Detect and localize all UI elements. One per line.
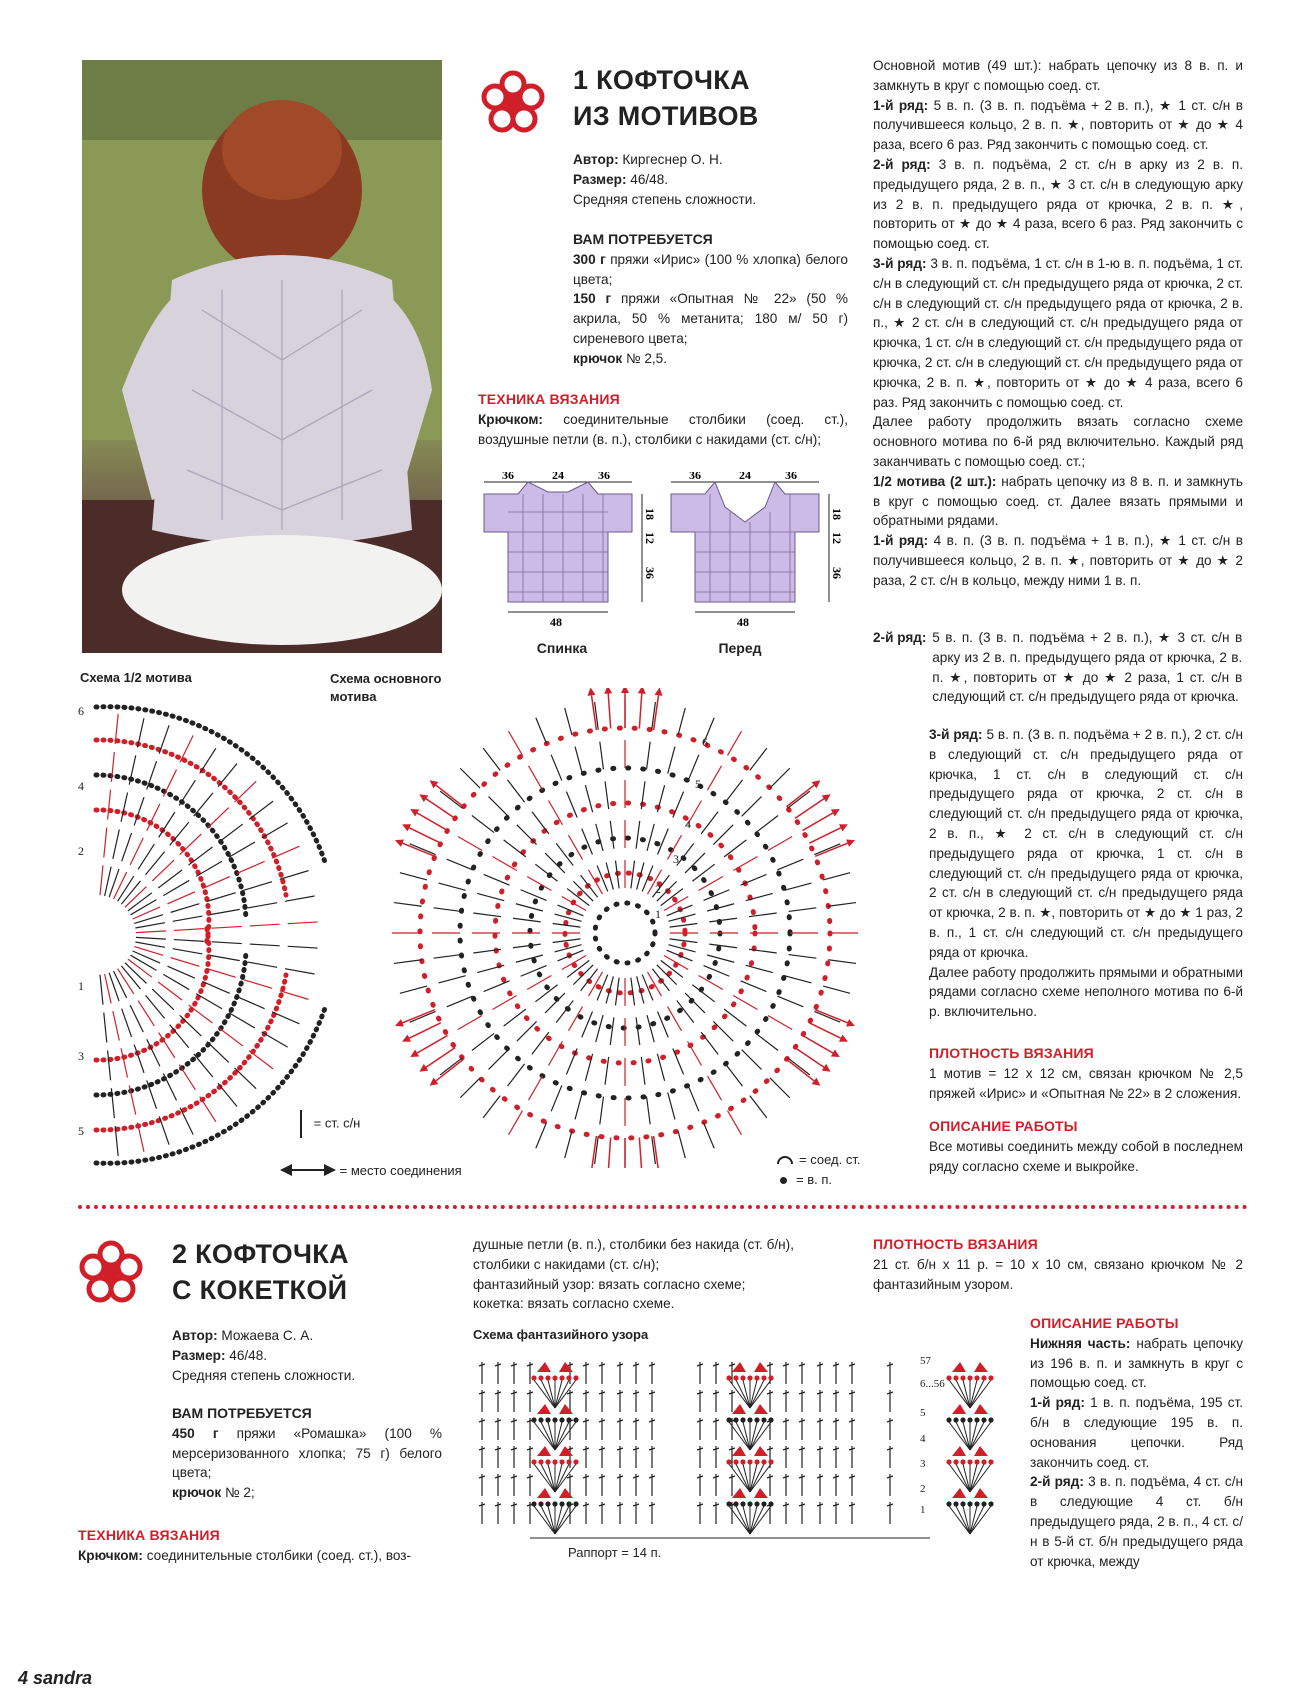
pattern-schematic-front [665, 472, 845, 662]
half-row2-text: 5 в. п. (3 в. п. подъёма + 2 в. п.), ★ 3 ст. с/н в арку из 2 в. п. предыдущего ряда от крючка, 2 в. п. ★, повторить от ★ до ★ 2 раза, 1 ст. с/н в следующий ст. с/н предыдущего ряда от крючка. [932, 630, 1243, 705]
half-row-num-6: 6 [78, 704, 84, 718]
instructions-column [873, 56, 1243, 591]
flower-icon [78, 1240, 144, 1306]
main-row-num-2: 2 [655, 882, 661, 896]
project-title-line1: КОФТОЧКА [596, 65, 750, 95]
yarn3: пряжи «Ромашка» (100 % мерсеризованного хлопка; 75 г) белого цвета; [172, 1425, 442, 1481]
size2: 46/48. [229, 1347, 268, 1363]
gauge2-heading: ПЛОТНОСТЬ ВЯЗАНИЯ [873, 1236, 1038, 1252]
half-row2-label: 2-й ряд: [873, 630, 927, 645]
author: Киргеснер О. Н. [622, 152, 723, 167]
lower-part-text: набрать цепочку из 196 в. п. и замкнуть в круг с помощью соед. ст. [1030, 1335, 1244, 1391]
row2-label: 2-й ряд: [873, 156, 931, 172]
main-row-num-6: 6 [702, 735, 708, 749]
row1-text: 5 в. п. (3 в. п. подъёма + 2 в. п.), ★ 1 ст. с/н в получившееся кольцо, 2 в. п. ★, повторить от ★ до ★ 4 раза, всего 6 раз. Ряд закончить с помощью соед. ст. [873, 97, 1243, 153]
size-label: Размер: [573, 171, 627, 187]
front-dim-shoulder-right: 36 [785, 472, 797, 482]
p2-row2-label: 2-й ряд: [1030, 1474, 1084, 1490]
technique2-cont: душные петли (в. п.), столбики без накида (ст. б/н), столбики с накидами (ст. с/н); [473, 1237, 794, 1272]
dim-width: 48 [550, 615, 562, 629]
fancy-row-5: 5 [920, 1407, 926, 1419]
hook2-label: крючок [172, 1485, 222, 1501]
slip-stitch-icon [777, 1156, 793, 1164]
row3-label: 3-й ряд: [873, 255, 927, 271]
materials2-heading: ВАМ ПОТРЕБУЕТСЯ [172, 1405, 312, 1421]
half-motif-scheme-label: Схема 1/2 мотива [80, 670, 192, 685]
dim-neck: 24 [552, 472, 564, 482]
row2-text: 3 в. п. подъёма, 2 ст. с/н в арку из 2 в. п. предыдущего ряда, 2 в. п., ★ 3 ст. с/н в следующую арку из 2 в. п. предыдущего ряда от крючка, 2 в. п. ★, повторить от ★ до ★ 4 раза, всего 6 раз. Ряд закончить с помощью соед. ст. [873, 156, 1243, 252]
fancy-row-3: 3 [920, 1458, 926, 1470]
half-row-num-3: 3 [78, 1049, 84, 1063]
half-continue-text: Далее работу продолжить прямыми и обратными рядами согласно схеме неполного мотива по 6-й р. включительно. [929, 964, 1243, 1020]
gauge-text: 1 мотив = 12 х 12 см, связан крючком № 2,5 пряжей «Ирис» и «Опытная № 22» в 2 сложения. [929, 1065, 1243, 1101]
yarn2-weight: 150 г [573, 291, 612, 307]
assembly2-heading: ОПИСАНИЕ РАБОТЫ [1030, 1315, 1179, 1331]
main-row-num-1: 1 [655, 907, 661, 921]
yarn1: пряжи «Ирис» (100 % хлопка) белого цвета; [573, 251, 848, 287]
half-row1-label: 1-й ряд: [873, 533, 929, 549]
author2: Можаева С. А. [221, 1328, 314, 1343]
project2-number: 2 [172, 1239, 188, 1269]
technique-label: Крючком: [478, 411, 543, 427]
front-dim-h1: 18 [830, 508, 844, 520]
row3-text: 3 в. п. подъёма, 1 ст. с/н в 1-ю в. п. подъёма, 1 ст. с/н в следующий ст. с/н предыдущего ряда от крючка, 2 ст. с/н в следующий ст. с/н предыдущего ряда от крючка, 2 в. п., ★ 2 ст. с/н в следующий ст. с/н предыдущего ряда от крючка, 1 ст. с/н в следующий ст. с/н предыдущего ряда от крючка, 2 ст. с/н в следующий ст. с/н предыдущего ряда от крючка, 2 в. п. ★, повторить от ★ до ★ 4 раза, всего 6 раз. Ряд закончить с помощью соед. ст. [873, 255, 1244, 410]
difficulty2: Средняя степень сложности. [172, 1367, 356, 1383]
main-row-num-4: 4 [685, 817, 691, 831]
fancy-scheme-label: Схема фантазийного узора [473, 1327, 649, 1342]
half-row-num-1: 1 [78, 979, 84, 993]
hook-label: крючок [573, 350, 623, 366]
assembly-text: Все мотивы соединить между собой в последнем ряду согласно схеме и выкройке. [929, 1139, 1243, 1174]
front-dim-h2: 12 [830, 532, 844, 544]
half-motif-diagram [76, 695, 336, 1175]
pattern-schematic-back [478, 472, 658, 662]
author2-label: Автор: [172, 1328, 218, 1343]
gauge2-text: 21 ст. б/н х 11 р. = 10 х 10 см, связано крючком № 2 фантазийным узором. [873, 1256, 1243, 1292]
half-motif-label: 1/2 мотива (2 шт.): [873, 473, 997, 489]
model-photo [82, 60, 442, 653]
p2-row1-text: 1 в. п. подъёма, 195 ст. б/н в следующие 195 в. п. основания цепочки. Ряд закончить соед. ст. [1030, 1395, 1244, 1470]
project-number: 1 [573, 65, 589, 95]
rapport-label: Раппорт = 14 п. [568, 1545, 662, 1560]
project2-title-line2: С КОКЕТКОЙ [172, 1275, 348, 1305]
size2-label: Размер: [172, 1347, 226, 1363]
continue-text: Далее работу продолжить вязать согласно схеме основного мотива по 6-й ряд включительно. Каждый ряд заканчивать с помощью соед. ст.; [873, 414, 1243, 469]
join-arrow-icon [280, 1164, 336, 1179]
dim-h3: 36 [643, 567, 657, 579]
half-motif-text: набрать цепочку из 8 в. п. и замкнуть в круг с помощью соед. ст. Далее вязать прямыми и обратными рядами. [873, 473, 1243, 529]
materials-heading: ВАМ ПОТРЕБУЕТСЯ [573, 231, 713, 247]
half-row3-label: 3-й ряд: [929, 727, 983, 742]
front-dim-h3: 36 [830, 567, 844, 579]
page-footer: 4 sandra [18, 1668, 93, 1688]
technique2-label: Крючком: [78, 1547, 143, 1563]
dim-h2: 12 [643, 532, 657, 544]
yarn1-weight: 300 г [573, 251, 606, 267]
fancy-row-1: 1 [920, 1504, 926, 1516]
main-motif-scheme-label-2: мотива [330, 689, 377, 704]
fancy-row-4: 4 [920, 1433, 926, 1445]
assembly-heading: ОПИСАНИЕ РАБОТЫ [929, 1118, 1078, 1135]
technique-text: соединительные столбики (соед. ст.), воздушные петли (в. п.), столбики с накидами (ст. с/н); [478, 411, 848, 447]
legend-join: = место соединения [339, 1163, 462, 1178]
yarn3-weight: 450 г [172, 1425, 219, 1441]
p2-row2-text: 3 в. п. подъёма, 4 ст. с/н в следующие 4 ст. б/н предыдущего ряда, 2 в. п., 4 ст. с/н в 5-й ст. б/н предыдущего ряда от крючка, между [1030, 1474, 1243, 1569]
main-row-num-5: 5 [695, 777, 701, 791]
gauge-heading: ПЛОТНОСТЬ ВЯЗАНИЯ [929, 1044, 1094, 1061]
author-label: Автор: [573, 152, 619, 167]
technique-heading: ТЕХНИКА ВЯЗАНИЯ [478, 391, 620, 407]
p2-row1-label: 1-й ряд: [1030, 1395, 1085, 1411]
half-row3-text: 5 в. п. (3 в. п. подъёма + 2 в. п.), 2 ст. с/н в следующий ст. с/н предыдущего ряда от крючка, 1 ст. с/н в следующий ст. с/н предыдущего ряда от крючка, 2 ст. с/н в следующий ст. с/н предыдущего ряда от крючка, 2 в. п., ★ 2 ст. с/н в следующий ст. с/н предыдущего ряда от крючка, 1 ст. с/н в следующий ст. с/н предыдущего ряда от крючка, 2 ст. с/н в следующий ст. с/н предыдущего ряда от крючка, 2 в. п. ★, повторить от ★ до ★ 1 раз, 2 в. п., 1 ст. с/н следующий ст. с/н предыдущего ряда от крючка. [929, 727, 1243, 960]
project-title-line2: ИЗ МОТИВОВ [573, 101, 759, 131]
fancy-row-2: 2 [920, 1483, 926, 1495]
front-caption: Перед [718, 640, 762, 656]
lower-part-label: Нижняя часть: [1030, 1335, 1131, 1351]
dim-h1: 18 [643, 508, 657, 520]
size: 46/48. [630, 171, 669, 187]
main-motif-scheme-label-1: Схема основного [330, 671, 442, 686]
legend-chain: = в. п. [796, 1172, 832, 1187]
project2-title-line1: КОФТОЧКА [195, 1239, 349, 1269]
technique2-text: соединительные столбики (соед. ст.), воз- [146, 1547, 412, 1563]
fancy-row-57: 57 [920, 1355, 931, 1367]
fancy-pattern-diagram [470, 1350, 1010, 1560]
row1-label: 1-й ряд: [873, 97, 929, 113]
front-dim-shoulder-left: 36 [689, 472, 701, 482]
technique2-heading: ТЕХНИКА ВЯЗАНИЯ [78, 1527, 220, 1543]
half-row-num-2: 2 [78, 844, 84, 858]
chain-stitch-icon [780, 1177, 787, 1184]
half-row-num-4: 4 [78, 779, 84, 793]
flower-icon [480, 70, 546, 136]
fancy-pattern-note: фантазийный узор: вязать согласно схеме; [473, 1276, 746, 1292]
half-row-num-5: 5 [78, 1124, 84, 1138]
difficulty: Средняя степень сложности. [573, 191, 757, 207]
main-motif-diagram [355, 688, 895, 1168]
section-divider [78, 1205, 1248, 1209]
hook2-size: № 2; [224, 1485, 255, 1501]
main-row-num-3: 3 [673, 852, 679, 866]
dim-shoulder-left: 36 [502, 472, 514, 482]
fancy-row-6-56: 6...56 [920, 1378, 945, 1390]
double-crochet-symbol-icon [300, 1110, 302, 1138]
front-dim-neck: 24 [739, 472, 751, 482]
legend-double-crochet: = ст. с/н [313, 1115, 361, 1131]
yarn2: пряжи «Опытная № 22» (50 % акрила, 50 % метанита; 180 м/ 50 г) сиреневого цвета; [573, 291, 849, 346]
hook-size: № 2,5. [625, 350, 668, 366]
yoke-note: кокетка: вязать согласно схеме. [473, 1296, 675, 1312]
legend-slip-stitch: = соед. ст. [799, 1152, 861, 1167]
main-motif-intro: Основной мотив (49 шт.): набрать цепочку из 8 в. п. и замкнуть в круг с помощью соед. ст. [873, 58, 1243, 93]
dim-shoulder-right: 36 [598, 472, 610, 482]
half-row1-text: 4 в. п. (3 в. п. подъёма + 1 в. п.), ★ 1 ст. с/н в получившееся кольцо, 2 в. п. ★, повторить от ★ до ★ 2 раза, 2 ст. с/н в кольцо, между ними 1 в. п. [873, 533, 1243, 588]
back-caption: Спинка [536, 640, 588, 656]
front-dim-width: 48 [737, 615, 749, 629]
